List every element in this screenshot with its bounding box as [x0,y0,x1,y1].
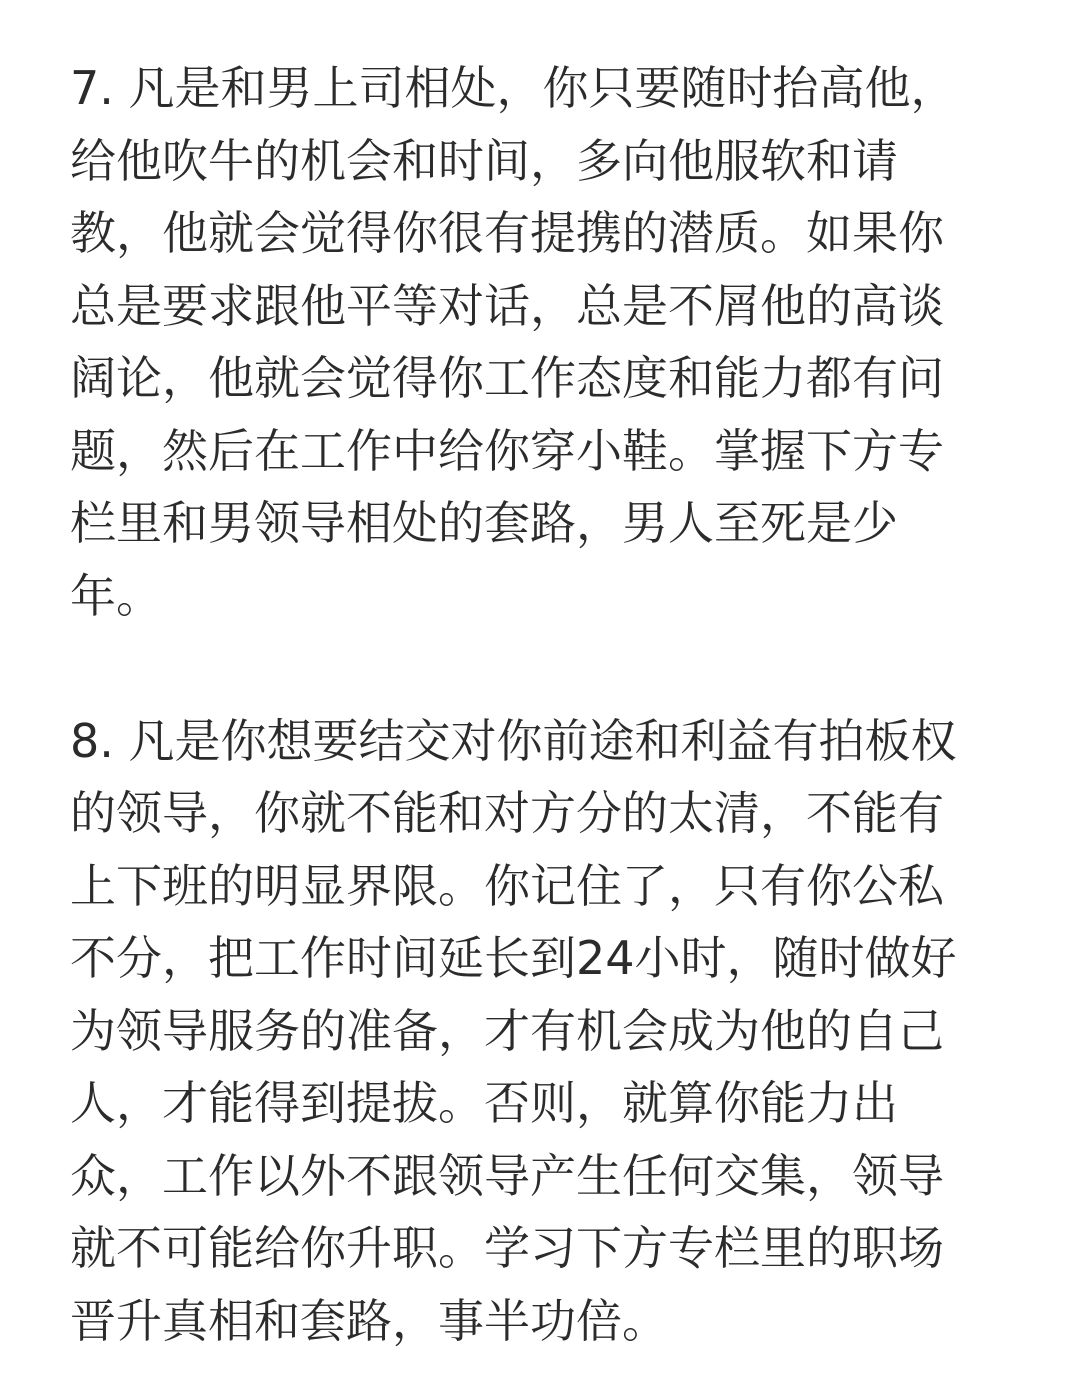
text-line: 不分，把工作时间延长到24小时，随时做好 [70,931,957,985]
article-body [70,52,1015,1357]
text-line: 栏里和男领导相处的套路，男人至死是少 [70,496,898,550]
text-line: 上下班的明显界限。你记住了，只有你公私 [70,858,944,913]
paragraph-7 [70,52,1015,632]
text-line: 人，才能得到提拔。否则，就算你能力出 [70,1076,898,1130]
text-line: 教，他就会觉得你很有提携的潜质。如果你 [70,206,944,260]
text-line: 为领导服务的准备，才有机会成为他的自己 [70,1003,944,1058]
text-line: 众，工作以外不跟领导产生任何交集，领导 [70,1148,944,1203]
text-line: 阔论，他就会觉得你工作态度和能力都有问 [70,351,944,405]
text-line: 7. 凡是和男上司相处，你只要随时抬高他， [70,61,957,115]
paragraph-spacer [70,632,1015,705]
text-line: 晋升真相和套路，事半功倍。 [70,1293,668,1348]
text-line: 8. 凡是你想要结交对你前途和利益有拍板权 [70,713,957,768]
text-line: 总是要求跟他平等对话，总是不屑他的高谈 [70,278,944,333]
paragraph-8 [70,705,1015,1358]
text-line: 就不可能给你升职。学习下方专栏里的职场 [70,1221,944,1275]
text-line: 给他吹牛的机会和时间，多向他服软和请 [70,133,898,188]
text-line: 年。 [70,568,162,623]
text-line: 的领导，你就不能和对方分的太清，不能有 [70,786,944,840]
text-line: 题，然后在工作中给你穿小鞋。掌握下方专 [70,423,944,478]
